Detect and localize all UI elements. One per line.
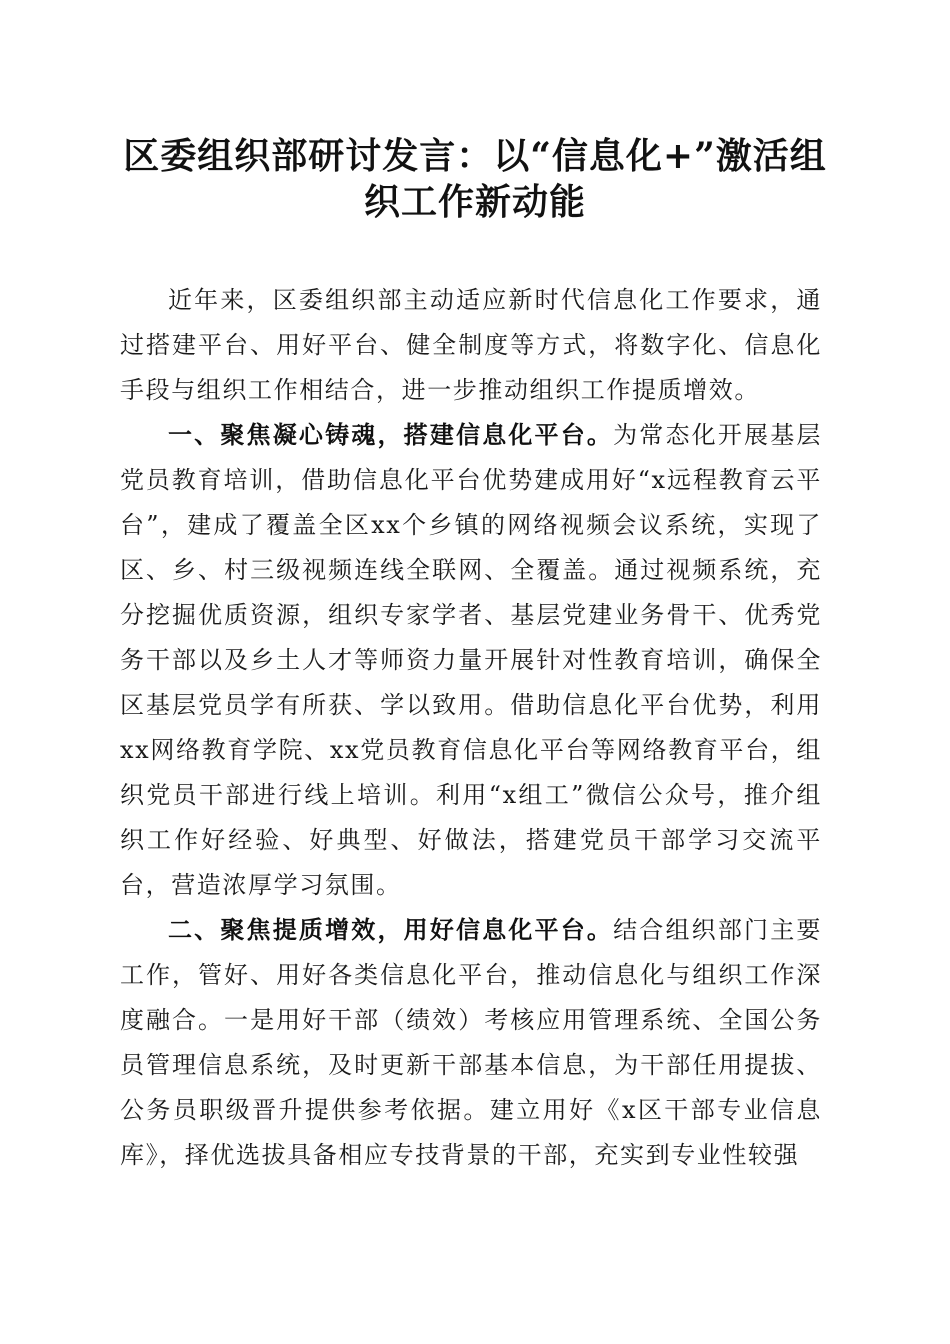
section-2-text: 结合组织部门主要工作，管好、用好各类信息化平台，推动信息化与组织工作深度融合。一是用好干部（绩效）考核应用管理系统、全国公务员管理信息系统，及时更新干部基本信息，为干部任用提拔、公务员职级晋升提供参考依据。建立用好《x区干部专业信息库》，择优选拔具备相应专技背景的干部，充实到专业性较强 — [120, 916, 822, 1169]
section-1-text: 为常态化开展基层党员教育培训，借助信息化平台优势建成用好“x远程教育云平台”，建成了覆盖全区xx个乡镇的网络视频会议系统，实现了区、乡、村三级视频连线全联网、全覆盖。通过视频系统，充分挖掘优质资源，组织专家学者、基层党建业务骨干、优秀党务干部以及乡土人才等师资力量开展针对性教育培训，确保全区基层党员学有所获、学以致用。借助信息化平台优势，利用xx网络教育学院、xx党员教育信息化平台等网络教育平台，组织党员干部进行线上培训。利用“x组工”微信公众号，推介组织工作好经验、好典型、好做法，搭建党员干部学习交流平台，营造浓厚学习氛围。 — [120, 421, 822, 899]
paragraph-section-2 — [120, 908, 822, 1178]
document-body — [120, 278, 822, 1178]
paragraph-intro-text: 近年来，区委组织部主动适应新时代信息化工作要求，通过搭建平台、用好平台、健全制度等方式，将数字化、信息化手段与组织工作相结合，进一步推动组织工作提质增效。 — [120, 286, 822, 404]
paragraph-intro — [120, 278, 822, 413]
section-1-heading: 一、聚焦凝心铸魂，搭建信息化平台。 — [168, 421, 614, 449]
document-title: 区委组织部研讨发言：以“信息化+”激活组织工作新动能 — [123, 135, 827, 223]
paragraph-section-1 — [120, 413, 822, 908]
section-2-heading: 二、聚焦提质增效，用好信息化平台。 — [168, 916, 614, 944]
